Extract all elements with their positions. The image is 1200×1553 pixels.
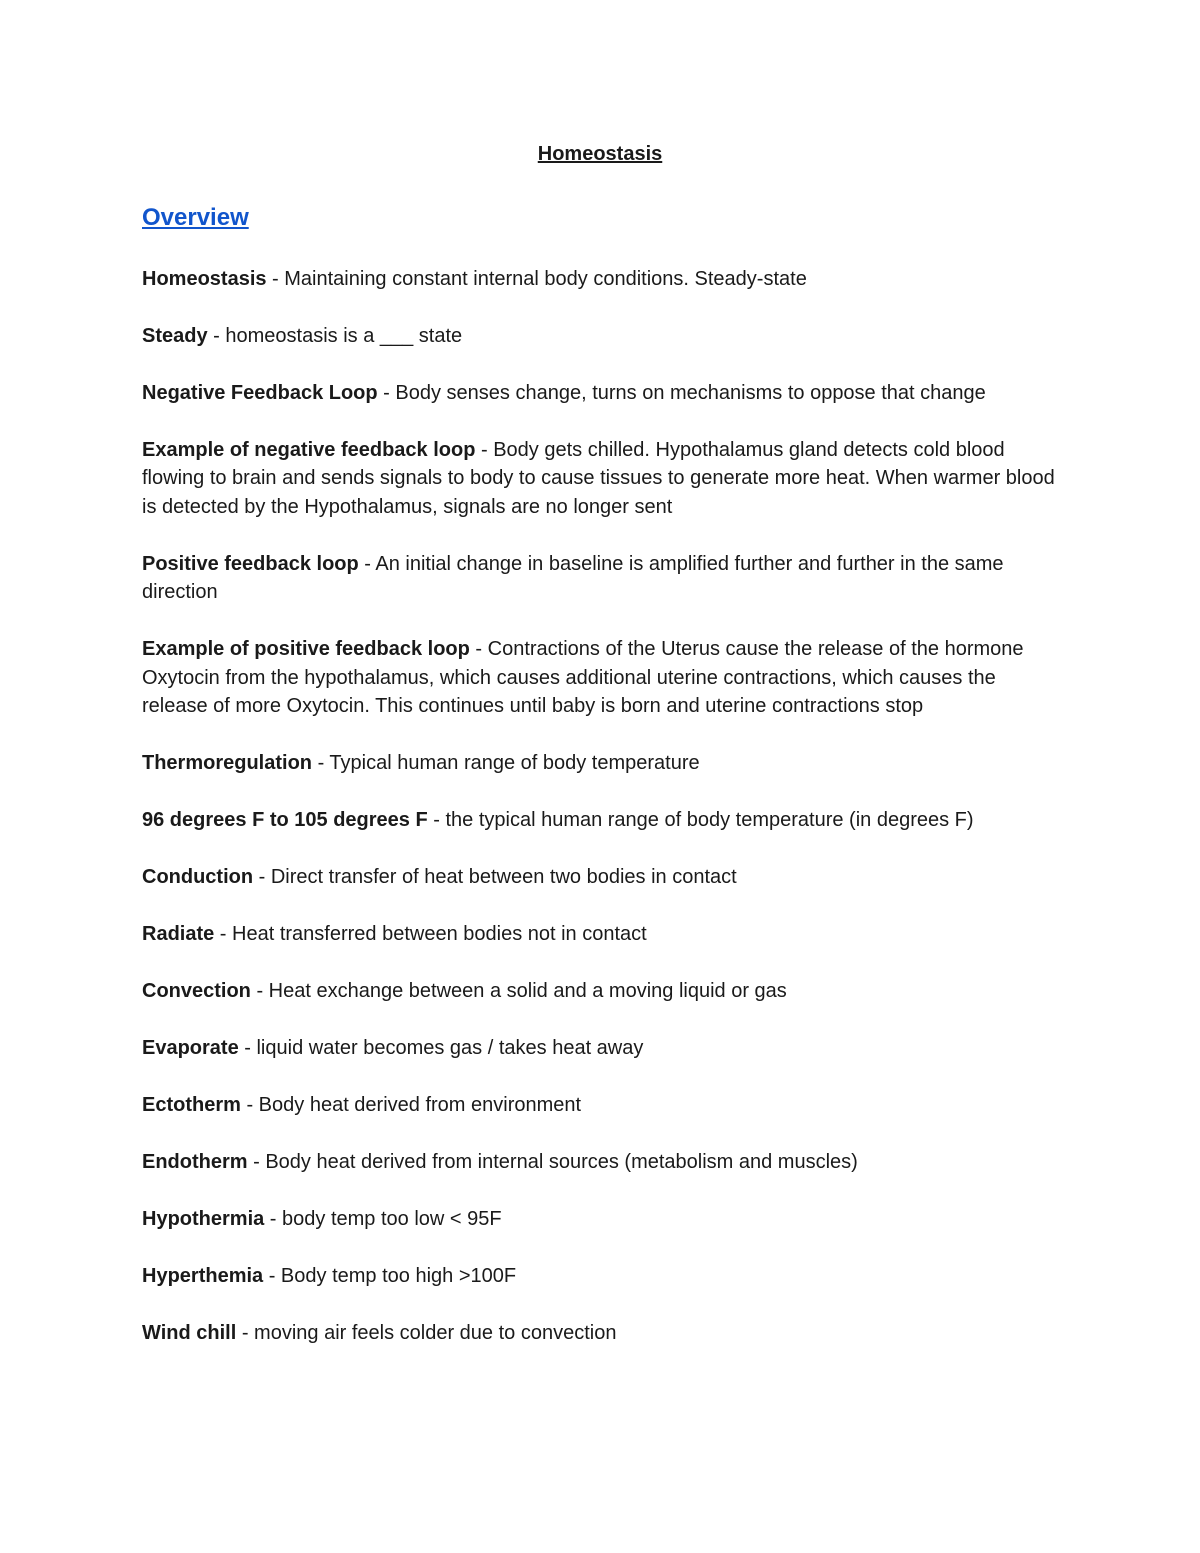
glossary-term: 96 degrees F to 105 degrees F [142,809,428,832]
glossary-definition: - the typical human range of body temperature (in degrees F) [427,809,974,832]
glossary-definition: - Body heat derived from environment [240,1094,582,1117]
glossary-entry [142,1262,1062,1290]
glossary-term: Convection [142,980,251,1003]
glossary-term: Hyperthemia [142,1265,264,1288]
glossary-term: Example of positive feedback loop [142,638,470,661]
glossary-entry [142,635,1062,720]
glossary-term: Evaporate [142,1037,239,1060]
glossary-list [142,265,1062,1376]
glossary-entry [142,265,1062,293]
glossary-entry [142,1091,1062,1119]
glossary-entry [142,322,1062,350]
glossary-definition: - Heat transferred between bodies not in contact [214,923,647,946]
glossary-definition: - Typical human range of body temperature [312,752,700,775]
glossary-entry [142,379,1062,407]
glossary-term: Example of negative feedback loop [142,439,476,461]
glossary-term: Radiate [142,923,215,946]
glossary-definition: - moving air feels colder due to convection [236,1322,617,1345]
glossary-definition: - liquid water becomes gas / takes heat away [238,1037,644,1060]
glossary-term: Steady [142,325,208,347]
glossary-term: Wind chill [142,1322,237,1345]
glossary-definition: - Direct transfer of heat between two bodies in contact [253,866,737,889]
glossary-term: Homeostasis [142,268,267,290]
glossary-definition: - Heat exchange between a solid and a moving liquid or gas [250,980,787,1003]
section-heading-overview: Overview [142,204,249,231]
glossary-entry [142,1205,1062,1233]
glossary-term: Thermoregulation [142,752,313,775]
glossary-definition: - Body gets chilled. Hypothalamus gland detects cold blood flowing to brain and sends signals to body to cause tissues to generate more heat. When warmer blood is detected by the Hypothalamus, signals are no longer sent [142,439,1055,518]
glossary-entry [142,1148,1062,1176]
glossary-entry [142,1034,1062,1062]
glossary-definition: - Contractions of the Uterus cause the release of the hormone Oxytocin from the hypothalamus, which causes additional uterine contractions, which causes the release of more Oxytocin. This continues until baby is born and uterine contractions stop [142,638,1024,718]
glossary-entry [142,806,1062,834]
glossary-definition: - An initial change in baseline is amplified further and further in the same direction [142,552,1004,604]
glossary-definition: - Body temp too high >100F [263,1265,517,1288]
glossary-definition: - Body heat derived from internal sources (metabolism and muscles) [247,1151,858,1174]
glossary-term: Ectotherm [142,1094,241,1117]
glossary-definition: - Body senses change, turns on mechanisms to oppose that change [377,382,986,404]
glossary-term: Hypothermia [142,1208,265,1231]
glossary-entry [142,550,1062,607]
glossary-entry [142,920,1062,948]
glossary-term: Endotherm [142,1151,248,1174]
glossary-entry [142,1319,1062,1347]
glossary-term: Negative Feedback Loop [142,382,378,404]
glossary-entry [142,863,1062,891]
glossary-entry [142,749,1062,777]
glossary-term: Conduction [142,866,254,889]
glossary-term: Positive feedback loop [142,552,359,575]
glossary-entry [142,436,1062,521]
glossary-definition: - Maintaining constant internal body conditions. Steady-state [266,268,807,290]
glossary-entry [142,977,1062,1005]
glossary-definition: - body temp too low < 95F [264,1208,502,1231]
glossary-definition: - homeostasis is a ___ state [207,325,463,347]
document-title: Homeostasis [537,143,663,165]
